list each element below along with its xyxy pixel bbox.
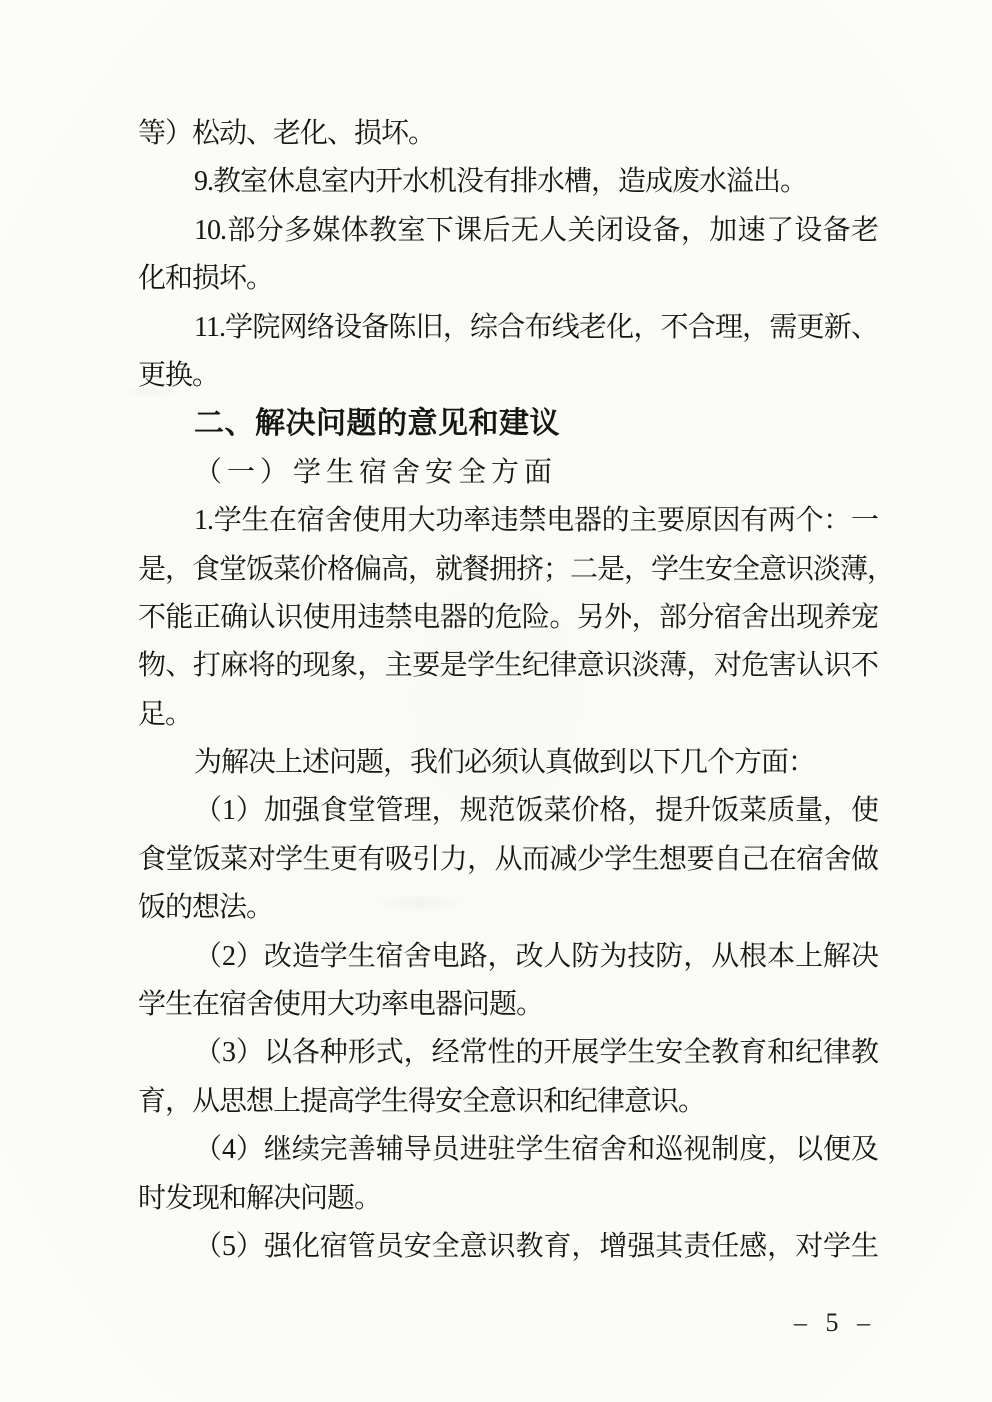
text-line: （4）继续完善辅导员进驻学生宿舍和巡视制度，以便及: [194, 1134, 878, 1166]
text-line: 不能正确认识使用违禁电器的危险。另外，部分宿舍出现养宠: [138, 601, 878, 633]
text-line: 更换。: [138, 359, 220, 391]
text-line: 9.教室休息室内开水机没有排水槽，造成废水溢出。: [194, 166, 808, 198]
text-line: 等）松动、老化、损坏。: [138, 118, 436, 149]
text-line: 足。: [138, 698, 193, 730]
text-line: 是，食堂饭菜价格偏高，就餐拥挤；二是，学生安全意识淡薄，: [138, 553, 895, 585]
text-line: （2）改造学生宿舍电路，改人防为技防，从根本上解决: [194, 940, 878, 972]
text-line: 饭的想法。: [138, 892, 274, 924]
section-heading: 二、解决问题的意见和建议: [194, 407, 560, 441]
text-line: 为解决上述问题，我们必须认真做到以下几个方面：: [194, 747, 816, 779]
text-line: （5）强化宿管员安全意识教育，增强其责任感，对学生: [194, 1230, 878, 1262]
text-line: （1）加强食堂管理，规范饭菜价格，提升饭菜质量，使: [194, 795, 878, 827]
text-line: 时发现和解决问题。: [138, 1182, 382, 1214]
text-line: 11.学院网络设备陈旧，综合布线老化，不合理，需更新、: [194, 311, 878, 343]
page-number: – 5 –: [794, 1308, 876, 1337]
subsection-heading: （一）学生宿舍安全方面: [194, 456, 558, 488]
text-line: 化和损坏。: [138, 263, 274, 295]
text-line: 育，从思想上提高学生得安全意识和纪律意识。: [138, 1085, 706, 1117]
text-line: 学生在宿舍使用大功率电器问题。: [138, 989, 544, 1021]
text-line: 食堂饭菜对学生更有吸引力，从而减少学生想要自己在宿舍做: [138, 843, 878, 875]
text-line: 物、打麻将的现象，主要是学生纪律意识淡薄，对危害认识不: [138, 650, 878, 682]
text-line: 1.学生在宿舍使用大功率违禁电器的主要原因有两个：一: [194, 505, 878, 537]
text-block: [138, 110, 895, 1271]
text-line: 10.部分多媒体教室下课后无人关闭设备，加速了设备老: [194, 214, 878, 246]
text-line: （3）以各种形式，经常性的开展学生安全教育和纪律教: [194, 1037, 878, 1069]
